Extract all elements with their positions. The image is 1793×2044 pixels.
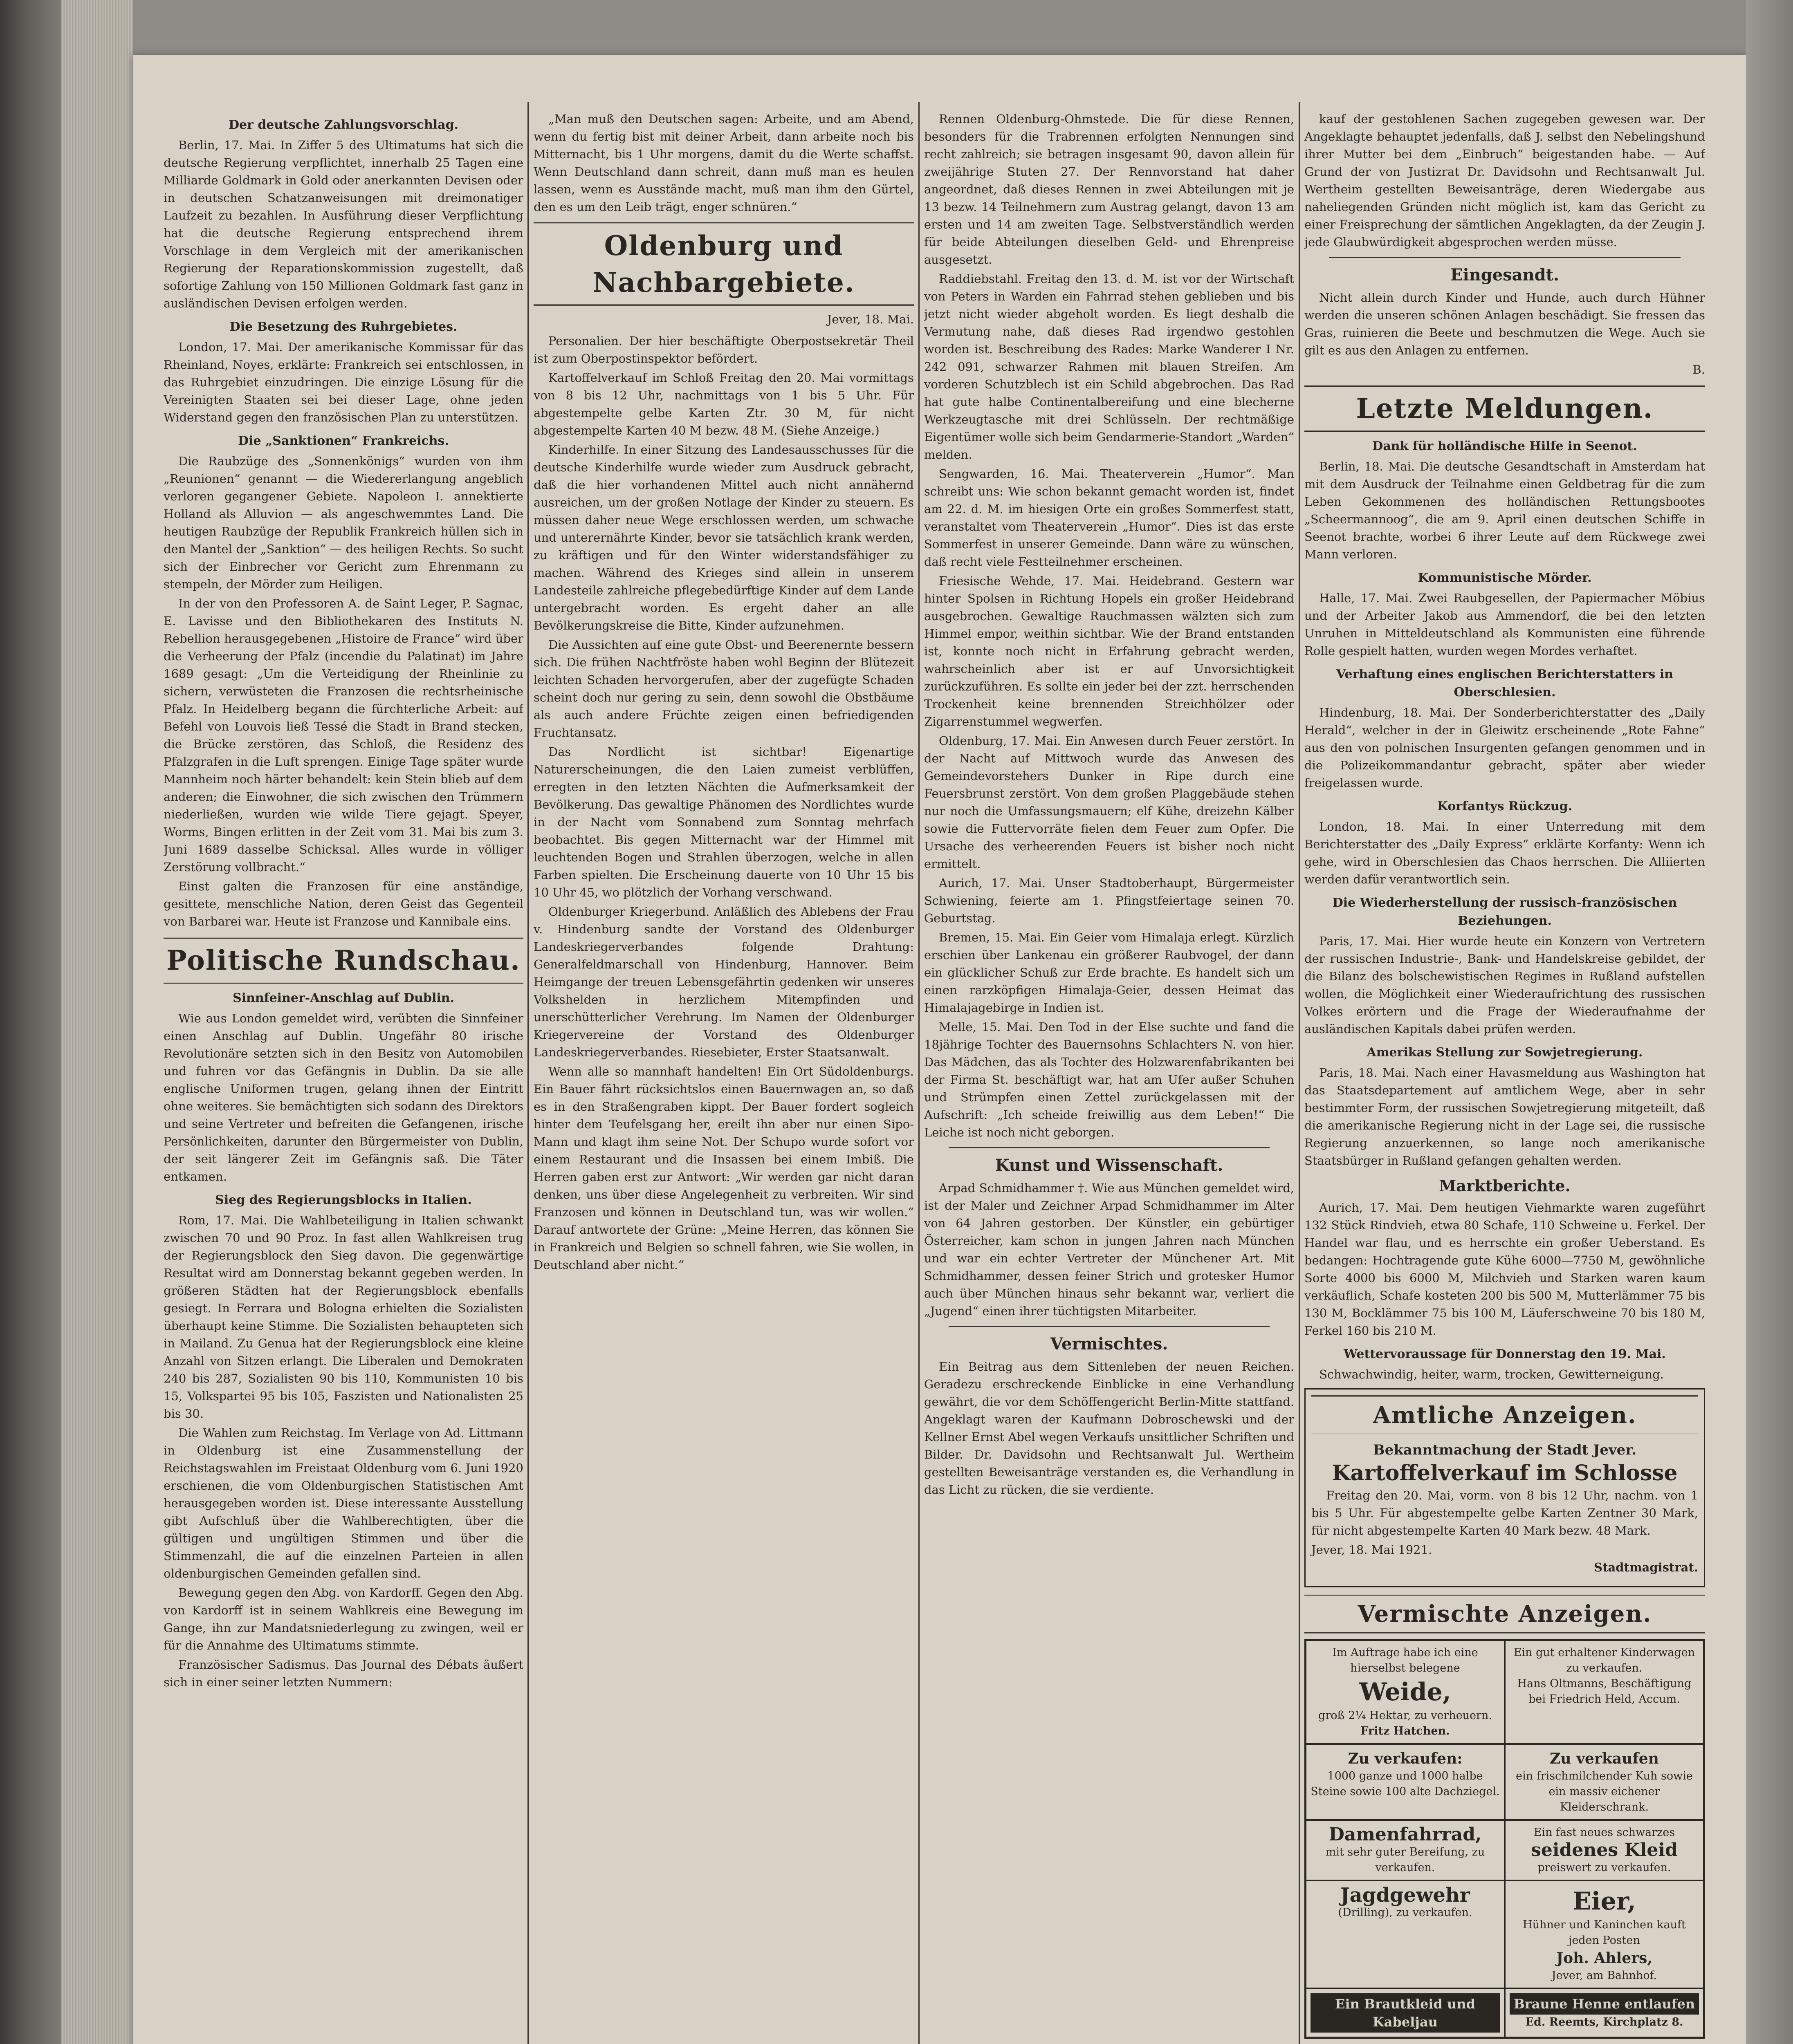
notice-signature: Stadtmagistrat. xyxy=(1594,1560,1698,1574)
ad-text: ein frischmilchender Kuh sowie ein massiv eichener Kleiderschrank. xyxy=(1516,1770,1693,1813)
article-text: Rom, 17. Mai. Die Wahlbeteiligung in Italien schwankt zwischen 70 und 90 Proz. In fast allen Wahlkreisen trug der Regierungsblock den Sieg davon. Die gegenwärtige Resultat wird am Donnerstag bekannt gegeben werden. In größeren Städten hat der Regierungsblock ebenfalls gesiegt. In Ferrara und Bologna erhielten die Sozialisten überhaupt keine Stimme. Die Sozialisten behaupteten sich in Mailand. Zu Genua hat der Regierungsblock eine kleine Anzahl von Sitzen erlangt. Die Liberalen und Demokraten 240 bis 287, Sozialisten 90 bis 110, Kommunisten 10 bis 15, Volkspartei 95 bis 105, Faszisten und Nationalisten 25 bis 30. xyxy=(164,1213,523,1421)
ad-text: Ein fast neues schwarzes xyxy=(1533,1826,1675,1839)
article-text: Sengwarden, 16. Mai. Theaterverein „Humor“. Man schreibt uns: Wie schon bekannt gemacht worden ist, findet am 22. d. M. im hiesigen Orte ein großes Sommerfest statt, veranstaltet vom Theaterverein „Humor“. Dies ist das erste Sommerfest in unserer Gemeinde. Dann wäre zu wünschen, daß recht viele Festteilnehmer erscheinen. xyxy=(924,467,1294,569)
article-text: Bewegung gegen den Abg. von Kardorff. Gegen den Abg. von Kardorff ist in seinem Wahlkreis eine Bewegung im Gange, ihn zur Mandatsniederlegung zu zwingen, weil er für die Annahme des Ultimatums stimmte. xyxy=(164,1586,523,1652)
article-text: Oldenburg, 17. Mai. Ein Anwesen durch Feuer zerstört. In der Nacht auf Mittwoch wurde das Anwesen des Gemeindevorstehers Dunker in Ripe durch eine Feuersbrunst zerstört. Von dem großen Plaggebäude stehen nur noch die Umfassungsmauern; elf Kühe, dreizehn Kälber sowie die Futtervorräte fielen dem Feuer zum Opfer. Die Ursache des verheerenden Feuers ist bisher noch nicht ermittelt. xyxy=(924,734,1294,871)
signature: B. xyxy=(1692,363,1705,377)
article-text: Berlin, 18. Mai. Die deutsche Gesandtschaft in Amsterdam hat mit dem Ausdruck der Teilnahme einen Geldbetrag für die zum Leben Gekommenen des holländischen Rettungsbootes „Scheermannoog“, die am 9. April einen deutschen Schiffe in Seenot brachte, worbei 6 ihrer Leute auf dem Rückwege zwei Mann verloren. xyxy=(1304,459,1705,561)
official-notice-box xyxy=(1304,1388,1705,1587)
article-text: Paris, 18. Mai. Nach einer Havasmeldung aus Washington hat das Staatsdepartement auf amtlichem Wege, aber in sehr bestimmter Form, der russischen Sowjetregierung mitgeteilt, daß die amerikanische Regierung nicht in der Lage sei, die russische Regierung anzuerkennen, so lange noch amerikanische Staatsbürger in Rußland gefangen gehalten werden. xyxy=(1304,1066,1705,1168)
ad-headline: Zu verkaufen: xyxy=(1348,1750,1463,1767)
article-text: In der von den Professoren A. de Saint Leger, P. Sagnac, E. Lavisse und den Bibliothekaren des Instituts N. Rebellion herausgegebenen „Histoire de France“ wird über die Verheerung der Pfalz (incendie du Palatinat) im Jahre 1689 gesagt: „Um die Verteidigung der Rheinlinie zu sichern, verwüsteten die Franzosen die rechtsrheinische Pfalz. In Heidelberg begann die fürchterliche Arbeit: auf Befehl von Louvois ließ Tessé die Stadt in Brand stecken, die Brücke zerstören, das Schloß, die Residenz des Pfalzgrafen in die Luft sprengen. Einige Tage später wurde Mannheim noch härter behandelt: kein Stein blieb auf dem anderen; die Einwohner, die sich zwischen den Trümmern niederließen, wurden wie wilde Tiere gejagt. Speyer, Worms, Bingen erlitten in der Zeit vom 31. Mai bis zum 3. Juni 1689 dasselbe Schicksal. Alles wurde in völliger Zerstörung vollbracht.“ xyxy=(164,596,523,874)
heading-verhaftung: Verhaftung eines englischen Berichterstatters in Oberschlesien. xyxy=(1336,667,1673,699)
ad-jagdgewehr xyxy=(1306,1880,1505,1988)
heading-kunst-wissenschaft: Kunst und Wissenschaft. xyxy=(995,1156,1223,1175)
article-text: Wenn alle so mannhaft handelten! Ein Ort Südoldenburgs. Ein Bauer fährt rücksichtslos einen Bauernwagen an, so daß es in den Straßengraben kippt. Der Bauer fordert sogleich hinter dem Teufelsgang her, ereilt ihn aber nur einen Sipo-Mann und klagt ihm seine Not. Der Schupo wurde sofort vor einem Restaurant und die Insassen bei einem Imbiß. Die Herren gaben erst zur Antwort: „Wir werden gar nicht daran denken, uns über diese Angelegenheit zu verbreiten. Wir sind Franzosen und können in Deutschland tun, was wir wollen.“ Darauf antwortete der Grüne: „Meine Herren, das können Sie in Frankreich und Belgien so schnell fahren, wie Sie wollen, in Deutschland aber nicht.“ xyxy=(534,1065,914,1272)
ad-seidenes-kleid xyxy=(1505,1820,1704,1880)
heading-amerika: Amerikas Stellung zur Sowjetregierung. xyxy=(1367,1045,1643,1060)
notice-title: Kartoffelverkauf im Schlosse xyxy=(1332,1461,1678,1486)
ad-steine xyxy=(1306,1744,1505,1820)
article-text: Aurich, 17. Mai. Unser Stadtoberhaupt, Bürgermeister Schwiening, feierte am 1. Pfingstfeiertage seinen 70. Geburtstag. xyxy=(924,876,1294,925)
column-rule xyxy=(918,102,920,2044)
heading-wiederherstellung: Die Wiederherstellung der russisch-französischen Beziehungen. xyxy=(1332,896,1677,928)
ad-headline: Braune Henne entlaufen xyxy=(1510,1993,1699,2015)
column-2 xyxy=(534,110,914,2044)
column-1 xyxy=(164,110,523,2044)
article-text: Oldenburger Kriegerbund. Anläßlich des Ablebens der Frau v. Hindenburg sandte der Vorstand des Oldenburger Landeskriegerverbandes folgende Drahtung: Generalfeldmarschall von Hindenburg, Hannover. Beim Heimgange der treuen Lebensgefährtin gedenken wir unseres Volkshelden in herzlichem Mitempfinden und unerschütterlicher Verehrung. Im Namen der Oldenburger Kriegervereine der Vorstand des Oldenburger Landeskriegerverbandes. Riesebieter, Erster Staatsanwalt. xyxy=(534,905,914,1059)
heading-marktberichte: Marktberichte. xyxy=(1439,1177,1571,1195)
section-title-vermischte-anzeigen: Vermischte Anzeigen. xyxy=(1304,1594,1705,1634)
article-text: Arpad Schmidhammer †. Wie aus München gemeldet wird, ist der Maler und Zeichner Arpad Schmidhammer im Alter von 64 Jahren gestorben. Der Künstler, ein gebürtiger Österreicher, kam schon in jungen Jahren nach München und war ein echter Vertreter der Münchener Art. Mit Schmidhammer, dessen feiner Strich und grotesker Humor auch über München hinaus sehr bekannt war, verliert die „Jugend“ einen ihrer tüchtigsten Mitarbeiter. xyxy=(924,1181,1294,1318)
article-text: Kinderhilfe. In einer Sitzung des Landesausschusses für die deutsche Kinderhilfe wurde wieder zum Ausdruck gebracht, daß die hier vorhandenen Mittel auch nicht annähernd ausreichen, um der großen Notlage der Kinder zu steuern. Es müssen daher neue Wege erschlossen werden, um schwache und unterernährte Kinder, bevor sie tatsächlich krank werden, zu kräftigen und für den Winter widerstandsfähiger zu machen. Während des Krieges sind allein in unserem Landesteile zahlreiche pflegebedürftige Kinder auf dem Lande untergebracht worden. Es ergeht daher an alle Bevölkerungskreise die Bitte, Kinder aufzunehmen. xyxy=(534,443,914,632)
ad-weide xyxy=(1306,1640,1505,1744)
heading-korfanty: Korfantys Rückzug. xyxy=(1437,799,1573,814)
article-text: Melle, 15. Mai. Den Tod in der Else suchte und fand die 18jährige Tochter des Bauernsohns Schlachters N. von hier. Das Mädchen, das als Tochter des Holzwarenfabrikanten bei der Firma St. beschäftigt war, hat am Ufer außer Schuhen und Strümpfen einen Zettel zurückgelassen mit der Aufschrift: „Ich scheide freiwillig aus dem Leben!“ Die Leiche ist noch nicht geborgen. xyxy=(924,1020,1294,1139)
ad-advertiser: Fritz Hatchen. xyxy=(1360,1725,1450,1737)
article-text: Wie aus London gemeldet wird, verübten die Sinnfeiner einen Anschlag auf Dublin. Ungefähr 80 irische Revolutionäre setzten sich in den Besitz von Automobilen und fuhren vor das Gefängnis in Dublin. Da sie alle englische Uniformen trugen, gelang ihnen der Eintritt ohne weiteres. Sie bemächtigten sich sodann des Direktors und seine Vertreter und befreiten die Gefangenen, irische Persönlichkeiten, darunter den Bürgermeister von Dublin, der seit längerer Zeit im Gefängnis saß. Die Täter entkamen. xyxy=(164,1011,523,1183)
column-4 xyxy=(1304,110,1705,2044)
article-text: „Man muß den Deutschen sagen: Arbeite, und am Abend, wenn du fertig bist mit deiner Arbeit, dann arbeite noch bis Mitternacht, bis 1 Uhr morgens, damit du die Werte schaffst. Wenn Deutschland dann schreit, dann muß man es heulen lassen, wenn es Ausstände macht, muß man ihm den Gürtel, den es um den Leib trägt, enger schnüren.“ xyxy=(534,112,914,214)
ad-headline: Zu verkaufen xyxy=(1550,1750,1659,1767)
ad-headline: Weide, xyxy=(1359,1678,1451,1706)
article-text: Einst galten die Franzosen für eine anständige, gesittete, menschliche Nation, deren Geist das Gegenteil von Barbarei war. Heute ist Franzose und Kannibale eins. xyxy=(164,879,523,928)
ad-text: Im Auftrage habe ich eine hierselbst belegene xyxy=(1332,1646,1478,1674)
article-text: Die Raubzüge des „Sonnenkönigs“ wurden von ihm „Reunionen“ genannt — die Wiedererlangung angeblich verloren gegangener Gebiete. Napoleon I. annektierte Holland als Alluvion — als angeschwemmtes Land. Die heutigen Raubzüge der Republik Frankreich hüllen sich in den Mantel der „Sanktion“ — des heiligen Rechts. So sucht sich der Einbrecher vor Gericht zum Ehrenmann zu stempeln, der Mörder zum Heiligen. xyxy=(164,454,523,591)
ad-kuh xyxy=(1505,1744,1704,1820)
article-text: Ein Beitrag aus dem Sittenleben der neuen Reichen. Geradezu erschreckende Einblicke in eine Verhandlung gewährt, die vor dem Schöffengericht Berlin-Mitte stattfand. Angeklagt waren der Kaufmann Dobroschewski und der Kellner Ernst Abel wegen Verkaufs unsittlicher Schriften und Bilder. Dr. Davidsohn und Rechtsanwalt Jul. Wertheim gestellten Beweisanträge verstanden es, die Verhandlung in das Licht zu rücken, die sie verdiente. xyxy=(924,1360,1294,1497)
heading-italien: Sieg des Regierungsblocks in Italien. xyxy=(215,1193,472,1207)
article-text: Halle, 17. Mai. Zwei Raubgesellen, der Papiermacher Möbius und der Arbeiter Jakob aus Ammendorf, die bei den letzten Unruhen in Mitteldeutschland als Kommunisten eine führende Rolle gespielt hatten, wurden wegen Mordes verhaftet. xyxy=(1304,591,1705,658)
heading-vermischtes: Vermischtes. xyxy=(1050,1334,1168,1354)
ad-text: Hühner und Kaninchen kauft jeden Posten xyxy=(1523,1918,1686,1947)
ad-text: Jever, am Bahnhof. xyxy=(1551,1969,1657,1982)
article-text: Paris, 17. Mai. Hier wurde heute ein Konzern von Vertretern der russischen Industrie-, Bank- und Handelskreise gebildet, der die Bilanz des bolschewistischen Regimes in Rußland aufstellen wollen, die Möglichkeit einer Wiederaufrichtung des russischen Volkes erörtern und die Frage der Wiederaufnahme der ausländischen Kapitals dabei prüfen werden. xyxy=(1304,934,1705,1036)
ad-text: groß 2¼ Hektar, zu verheuern. xyxy=(1318,1709,1492,1722)
ad-damenfahrrad xyxy=(1306,1820,1505,1880)
ad-eier xyxy=(1505,1880,1704,1988)
heading-sanktionen: Die „Sanktionen“ Frankreichs. xyxy=(238,434,449,448)
article-text: Kartoffelverkauf im Schloß Freitag den 20. Mai vormittags von 8 bis 12 Uhr, nachmittags von 1 bis 5 Uhr. Für abgestempelte gelbe Karten Ztr. 30 M, für nicht abgestempelte Karten 40 M bezw. 48 M. (Siehe Anzeige.) xyxy=(534,371,914,437)
ad-brautkleid xyxy=(1306,1988,1505,2037)
column-rule xyxy=(527,102,529,2044)
dateline: Jever, 18. Mai. xyxy=(827,312,914,326)
ad-text: Hans Oltmanns, Beschäftigung bei Friedrich Held, Accum. xyxy=(1517,1677,1692,1706)
heading-eingesandt: Eingesandt. xyxy=(1450,265,1560,285)
column-rule xyxy=(1299,102,1300,2044)
ad-henne xyxy=(1505,1988,1704,2037)
section-title-oldenburg: Oldenburg und Nachbargebiete. xyxy=(534,222,914,306)
article-text: Hindenburg, 18. Mai. Der Sonderberichterstatter des „Daily Herald“, welcher in der in Gleiwitz erscheinende „Rote Fahne“ aus den von polnischen Insurgenten gefangen genommen und in die Polizeikommandantur gebracht, später aber wieder freigelassen wurde. xyxy=(1304,706,1705,790)
article-text: Friesische Wehde, 17. Mai. Heidebrand. Gestern war hinter Spolsen in Richtung Hopels ein großer Heidebrand ausgebrochen. Gewaltige Rauchmassen wälzten sich zum Himmel empor, weithin sichtbar. Wie der Brand entstanden ist, konnte noch nicht in Erfahrung gebracht werden, wahrscheinlich aber ist er auf Unvorsichtigkeit zurückzuführen. Es sollte ein jeder bei der zzt. herrschenden Trockenheit keine brennenden Streichhölzer oder Zigarrenstummel wegwerfen. xyxy=(924,574,1294,728)
article-text: Die Wahlen zum Reichstag. Im Verlage von Ad. Littmann in Oldenburg ist eine Zusammenstellung der Reichstagswahlen im Freistaat Oldenburg vom 6. Juni 1920 erschienen, die vom Oldenburgischen Statistischen Amt herausgegeben worden ist. Diese interessante Ausstellung gibt Aufschluß über die Wahlberechtigten, über die gültigen und ungültigen Stimmen und über die Stimmenzahl, die auf die einzelnen Parteien in allen oldenburgischen Gemeinden gefallen sind. xyxy=(164,1426,523,1580)
section-title-politische-rundschau: Politische Rundschau. xyxy=(164,937,523,984)
section-title-amtliche-anzeigen: Amtliche Anzeigen. xyxy=(1311,1395,1698,1435)
ad-headline: seidenes Kleid xyxy=(1531,1840,1678,1860)
heading-zahlungsvorschlag: Der deutsche Zahlungsvorschlag. xyxy=(228,118,459,132)
ad-text: preiswert zu verkaufen. xyxy=(1537,1861,1671,1874)
article-text: Bremen, 15. Mai. Ein Geier vom Himalaja erlegt. Kürzlich erschien über Lankenau ein größerer Raubvogel, der dann ein glücklicher Schuß zur Erde brachte. Es handelt sich um einen rarzköpfigen Himalaja-Geier, dessen Heimat das Himalajagebirge in Indien ist. xyxy=(924,930,1294,1015)
heading-dublin: Sinnfeiner-Anschlag auf Dublin. xyxy=(233,991,454,1005)
notice-heading: Bekanntmachung der Stadt Jever. xyxy=(1373,1442,1637,1458)
article-text: Die Aussichten auf eine gute Obst- und Beerenernte bessern sich. Die frühen Nachtfröste haben wohl Beginn der Blütezeit leichten Schaden hervorgerufen, aber der zugefügte Schaden scheint doch nur gering zu sein, denn sowohl die Obstbäume als auch andere Früchte zeigen einen befriedigenden Fruchtansatz. xyxy=(534,638,914,740)
ad-text: Ein gut erhaltener Kinderwagen zu verkaufen. xyxy=(1513,1646,1695,1674)
heading-ruhrgebiet: Die Besetzung des Ruhrgebietes. xyxy=(229,320,458,334)
ad-kinderwagen xyxy=(1505,1640,1704,1744)
classified-ads-grid xyxy=(1304,1639,1705,2039)
divider xyxy=(949,1326,1270,1327)
stacked-page-edges xyxy=(61,0,133,2044)
divider xyxy=(949,1147,1270,1148)
article-text: kauf der gestohlenen Sachen zugegeben gewesen war. Der Angeklagte behauptet jedenfalls, daß J. selbst den Nebelingshund ihrer Mutter bei dem „Einbruch“ beigestanden habe. — Auf Grund der von Justizrat Dr. Davidsohn und Rechtsanwalt Jul. Wertheim gestellten Beweisanträge, deren Wiedergabe aus naheliegenden Gründen nicht möglich ist, kam das Gericht zu einer Freisprechung der sämtlichen Angeklagten, da der Zeugin J. jede Glaubwürdigkeit abgesprochen werden müsse. xyxy=(1304,112,1705,249)
ad-headline: Eier, xyxy=(1573,1887,1636,1916)
article-text: London, 17. Mai. Der amerikanische Kommissar für das Rheinland, Noyes, erklärte: Frankreich sei entschlossen, in das Ruhrgebiet einzudringen. Die einzige Lösung für die Vereinigten Staaten sei bei dieser Lage, ohne jeden Widerstand gegen den französischen Plan zu unterstützen. xyxy=(164,340,523,424)
ad-headline: Ein Brautkleid und Kabeljau xyxy=(1311,1993,1500,2033)
ad-advertiser: Ed. Reemts, Kirchplatz 8. xyxy=(1525,2016,1683,2028)
heading-wetter: Wettervoraussage für Donnerstag den 19. Mai. xyxy=(1344,1347,1666,1361)
article-text: Französischer Sadismus. Das Journal des Débats äußert sich in einer seiner letzten Nummern: xyxy=(164,1658,523,1689)
column-3 xyxy=(924,110,1294,2044)
article-text: Das Nordlicht ist sichtbar! Eigenartige Naturerscheinungen, die den Laien zumeist verblüffen, erregten in den letzten Nächten die Aufmerksamkeit der Bevölkerung. Das gewaltige Phänomen des Nordlichtes wurde in der Nacht vom Sonnabend zum Sonntag mehrfach beobachtet. Bis gegen Mitternacht war der Himmel mit leuchtenden Bogen und Strahlen überzogen, welche in allen Farben spielten. Die Erscheinung dauerte von 10 Uhr 15 bis 10 Uhr 45, wo plötzlich der Vorhang verschwand. xyxy=(534,745,914,899)
book-binding xyxy=(0,0,61,2044)
article-text: Raddiebstahl. Freitag den 13. d. M. ist vor der Wirtschaft von Peters in Warden ein Fahrrad stehen geblieben und bis jetzt nicht wieder abgeholt worden. Es liegt deshalb die Vermutung nahe, daß dieses Rad irgendwo gestohlen worden ist. Beschreibung des Rades: Marke Wanderer I Nr. 242 091, schwarzer Rahmen mit blauen Streifen. Am vorderen Schutzblech ist ein Schild abgebrochen. Das Rad hat gute halbe Continentalbereifung und eine blecherne Werkzeugtasche mit drei Schlüsseln. Der rechtmäßige Eigentümer wolle sich beim Gendarmerie-Standort „Warden“ melden. xyxy=(924,272,1294,462)
notice-text: Freitag den 20. Mai, vorm. von 8 bis 12 Uhr, nachm. von 1 bis 5 Uhr. Für abgestempelte gelbe Karten Zentner 30 Mark, für nicht abgestempelte Karten 40 Mark bezw. 48 Mark. xyxy=(1311,1488,1698,1537)
article-text: Rennen Oldenburg-Ohmstede. Die für diese Rennen, besonders für die Trabrennen erfolgten Nennungen sind recht zahlreich; sie betragen insgesamt 90, davon allein für zweijährige Stuten 27. Der Rennvorstand hat daher angeordnet, daß dieses Rennen in zwei Abteilungen mit je 13 bezw. 14 Teilnehmern zum Austrag gelangt, davon 13 am ersten und 14 am zweiten Tage. Selbstverständlich werden für beide Abteilungen dieselben Geld- und Ehrenpreise ausgesetzt. xyxy=(924,112,1294,267)
section-title-letzte-meldungen: Letzte Meldungen. xyxy=(1304,385,1705,432)
divider xyxy=(1329,257,1681,258)
ad-text: 1000 ganze und 1000 halbe Steine sowie 100 alte Dachziegel. xyxy=(1311,1770,1500,1798)
notice-date: Jever, 18. Mai 1921. xyxy=(1311,1543,1432,1557)
article-text: London, 18. Mai. In einer Unterredung mit dem Berichterstatter des „Daily Express“ erklärte Korfanty: Wenn ich gehe, wird in Oberschlesien das Chaos herrschen. Die Alliierten werden dafür verantwortlich sein. xyxy=(1304,820,1705,886)
ad-headline: Jagdgewehr xyxy=(1340,1884,1470,1907)
article-text: Berlin, 17. Mai. In Ziffer 5 des Ultimatums hat sich die deutsche Regierung verpflichtet, innerhalb 25 Tagen eine Milliarde Goldmark in Gold oder anerkannten Devisen oder in deutschen Schatzanweisungen mit dreimonatiger Laufzeit zu bezahlen. In Ausführung dieser Verpflichtung hat die deutsche Regierung entsprechend ihrem Vorschlage in dem Vergleich mit der amerikanischen Regierung der Reparationskommission zugestellt, daß sofortige Zahlung von 150 Millionen Goldmark fast ganz in ausländischen Devisen erfolgen werden. xyxy=(164,138,523,310)
article-text: Schwachwindig, heiter, warm, trocken, Gewitterneigung. xyxy=(1319,1367,1664,1381)
ad-advertiser: Joh. Ahlers, xyxy=(1556,1950,1652,1967)
ad-text: (Drilling), zu verkaufen. xyxy=(1338,1906,1472,1919)
heading-kommunistische-moerder: Kommunistische Mörder. xyxy=(1418,571,1592,585)
article-text: Nicht allein durch Kinder und Hunde, auch durch Hühner werden die unseren schönen Anlagen beschädigt. Sie fressen das Gras, ruinieren die Beete und beschmutzen die Wege. Auch sie gilt es aus den Anlagen zu entfernen. xyxy=(1304,291,1705,357)
ad-headline: Damenfahrrad, xyxy=(1328,1824,1482,1845)
ad-text: mit sehr guter Bereifung, zu verkaufen. xyxy=(1325,1846,1485,1874)
article-text: Aurich, 17. Mai. Dem heutigen Viehmarkte waren zugeführt 132 Stück Rindvieh, etwa 80 Schafe, 110 Schweine u. Ferkel. Der Handel war flau, und es herrschte ein großer Ueberstand. Es bedangen: Hochtragende gute Kühe 6000—7750 M, gewöhnliche Sorte 4000 bis 6000 M, Milchvieh und Starken waren kaum verkäuflich, Schafe kosteten 200 bis 500 M, Mutterlämmer 75 bis 130 M, Bocklämmer 75 bis 100 M, Läuferschweine 70 bis 180 M, Ferkel 160 bis 210 M. xyxy=(1304,1201,1705,1338)
scan-background xyxy=(1746,0,1793,2044)
article-text: Personalien. Der hier beschäftigte Oberpostsekretär Theil ist zum Oberpostinspektor befördert. xyxy=(534,334,914,365)
heading-dank: Dank für holländische Hilfe in Seenot. xyxy=(1372,439,1637,453)
